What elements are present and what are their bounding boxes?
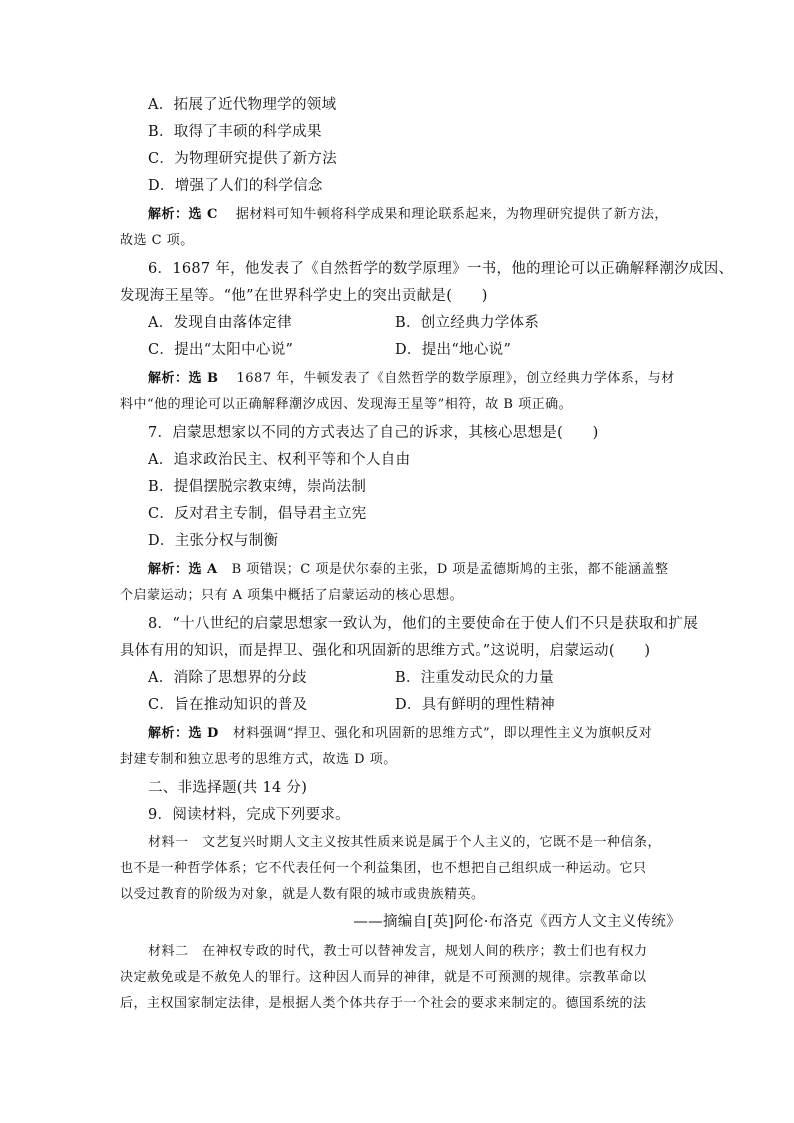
material1-source: ——摘编自[英]阿伦·布洛克《西方人文主义传统》	[353, 914, 681, 930]
q7-solution-cont: 个启蒙运动；只有 A 项集中概括了启蒙运动的核心思想。	[120, 588, 464, 603]
material2-line3: 后，主权国家制定法律，是根据人类个体共存于一个社会的要求来制定的。德国系统的法	[120, 996, 647, 1011]
q6-solution	[148, 369, 675, 389]
q7-option-a: A．追求政治民主、权利平等和个人自由	[148, 452, 411, 468]
q8-option-b: B．注重发动民众的力量	[395, 670, 554, 686]
material1-line1: 材料一 文艺复兴时期人文主义按其性质来说是属于个人主义的，它既不是一种信条，	[148, 835, 662, 850]
q7-option-b: B．提倡摆脱宗教束缚，崇尚法制	[148, 479, 367, 495]
q8-solution-text: 材料强调“捍卫、强化和巩固新的思维方式”，即以理性主义为旗帜反对	[232, 726, 653, 741]
q5-option-d: D．增强了人们的科学信念	[148, 178, 323, 194]
q6-stem-line2: 发现海王星等。“他”在世界科学史上的突出贡献是( )	[120, 288, 488, 304]
q7-stem: 7．启蒙思想家以不同的方式表达了自己的诉求，其核心思想是( )	[148, 425, 599, 441]
q6-solution-label: 解析：选 B	[148, 371, 219, 386]
q8-solution-label: 解析：选 D	[148, 726, 219, 741]
q7-option-c: C．反对君主专制，倡导君主立宪	[148, 506, 367, 522]
q6-option-a: A．发现自由落体定律	[148, 315, 292, 331]
q9-stem: 9．阅读材料，完成下列要求。	[148, 807, 350, 823]
q6-solution-cont: 料中“他的理论可以正确解释潮汐成因、发现海王星等”相符，故 B 项正确。	[120, 397, 573, 412]
q6-options-row1	[148, 313, 668, 333]
q5-solution-text: 据材料可知牛顿将科学成果和理论联系起来，为物理研究提供了新方法，	[235, 207, 668, 222]
q6-stem-line1: 6．1687 年，他发表了《自然哲学的数学原理》一书，他的理论可以正确解释潮汐成因、	[148, 261, 734, 277]
q7-solution-text: B 项错误；C 项是伏尔泰的主张，D 项是孟德斯鸠的主张，都不能涵盖整	[231, 562, 669, 577]
q5-solution-label: 解析：选 C	[148, 207, 218, 222]
q5-option-a: A．拓展了近代物理学的领域	[148, 97, 337, 113]
q5-solution-cont: 故选 C 项。	[120, 233, 194, 248]
material1-line3: 以受过教育的阶级为对象，就是人数有限的城市或贵族精英。	[120, 887, 485, 902]
material2-line2: 决定赦免或是不赦免人的罪行。这种因人而异的神律，就是不可预测的规律。宗教革命以	[120, 970, 647, 985]
q8-options-row2	[148, 695, 668, 715]
q7-solution-label: 解析：选 A	[148, 562, 218, 577]
q6-option-b: B．创立经典力学体系	[395, 315, 540, 331]
q8-option-a: A．消除了思想界的分歧	[148, 670, 307, 686]
material2-line1: 材料二 在神权专政的时代，教士可以替神发言，规划人间的秩序；教士们也有权力	[148, 944, 648, 959]
q6-option-c: C．提出“太阳中心说”	[148, 342, 294, 358]
q8-option-d: D．具有鲜明的理性精神	[395, 697, 555, 713]
q6-solution-text: 1687 年，牛顿发表了《自然哲学的数学原理》，创立经典力学体系，与材	[236, 371, 675, 386]
q8-stem-line1: 8．“十八世纪的启蒙思想家一致认为，他们的主要使命在于使人们不只是获取和扩展	[148, 616, 699, 632]
q5-option-c: C．为物理研究提供了新方法	[148, 151, 337, 167]
q8-stem-line2: 具体有用的知识，而是捍卫、强化和巩固新的思维方式。”这说明，启蒙运动( )	[120, 643, 651, 659]
q8-options-row1	[148, 668, 668, 688]
q7-option-d: D．主张分权与制衡	[148, 533, 279, 549]
q8-solution	[148, 724, 652, 744]
q8-option-c: C．旨在推动知识的普及	[148, 697, 308, 713]
q7-solution	[148, 560, 668, 580]
q6-options-row2	[148, 340, 668, 360]
q5-solution	[148, 205, 668, 225]
section-heading: 二、非选择题(共 14 分)	[148, 780, 308, 796]
q8-solution-cont: 封建专制和独立思考的思维方式，故选 D 项。	[120, 752, 397, 767]
q6-option-d: D．提出“地心说”	[395, 342, 512, 358]
material1-line2: 也不是一种哲学体系；它不代表任何一个利益集团，也不想把自己组织成一种运动。它只	[120, 861, 647, 876]
q5-option-b: B．取得了丰硕的科学成果	[148, 124, 322, 140]
